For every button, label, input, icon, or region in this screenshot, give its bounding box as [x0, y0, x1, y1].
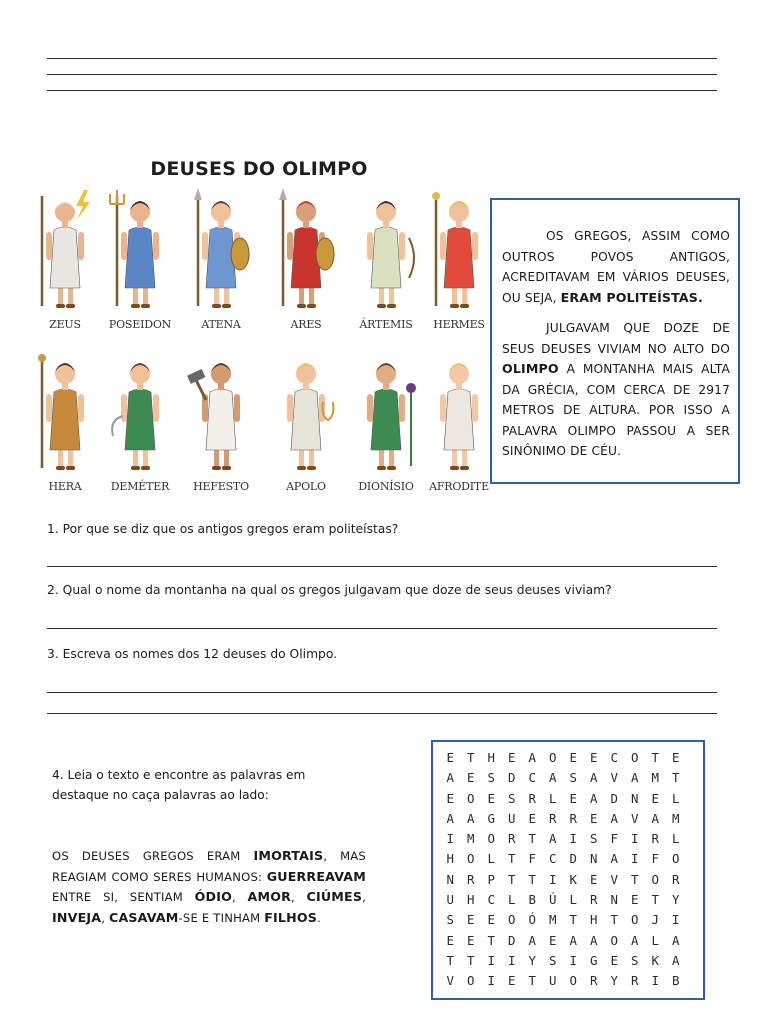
- word-search-letter[interactable]: I: [631, 831, 639, 847]
- word-search-letter[interactable]: I: [651, 973, 659, 989]
- word-search-letter[interactable]: A: [528, 750, 536, 765]
- word-search-letter[interactable]: L: [569, 892, 577, 908]
- word-search-letter[interactable]: R: [549, 810, 557, 826]
- word-search-letter[interactable]: L: [549, 790, 557, 806]
- word-search-letter[interactable]: I: [446, 831, 454, 847]
- word-search-letter[interactable]: E: [467, 770, 475, 786]
- word-search-letter[interactable]: E: [610, 952, 618, 968]
- info-p2-text-a: JULGAVAM QUE DOZE DE SEUS DEUSES VIVIAM NO ALTO DO: [502, 321, 730, 356]
- word-search-letter[interactable]: E: [651, 790, 659, 806]
- word-search-letter[interactable]: T: [446, 952, 454, 968]
- info-box: [490, 198, 740, 484]
- word-search-letter[interactable]: T: [672, 770, 680, 786]
- word-search-letter[interactable]: L: [651, 932, 659, 948]
- word-search-letter[interactable]: R: [590, 892, 598, 908]
- word-search-letter[interactable]: H: [487, 750, 495, 765]
- info-paragraph-2: [502, 318, 730, 462]
- word-search-letter[interactable]: E: [467, 932, 475, 948]
- god-figure-icon: [351, 188, 421, 316]
- word-search-letter[interactable]: T: [528, 973, 536, 989]
- word-search-letter[interactable]: E: [487, 790, 495, 806]
- word-search-letter[interactable]: T: [569, 912, 577, 928]
- word-search-letter[interactable]: O: [467, 790, 475, 806]
- question-4-text: [52, 846, 366, 928]
- word-search-letter[interactable]: A: [590, 932, 598, 948]
- god-figure: [105, 350, 175, 493]
- word-search-letter[interactable]: S: [549, 952, 557, 968]
- word-search-letter[interactable]: S: [631, 952, 639, 968]
- god-figure-icon: [186, 350, 256, 478]
- word-search-letter[interactable]: V: [446, 973, 454, 989]
- word-search-letter[interactable]: O: [467, 851, 475, 867]
- info-paragraph-1: [502, 226, 730, 308]
- word-search-letter[interactable]: S: [508, 790, 516, 806]
- word-search-letter[interactable]: I: [549, 871, 557, 887]
- word-search-letter[interactable]: S: [487, 770, 495, 786]
- word-search-letter[interactable]: E: [446, 790, 454, 806]
- q4-text-part: ,: [362, 890, 366, 904]
- word-search-letter[interactable]: Y: [528, 952, 536, 968]
- q4-text-part: OS DEUSES GREGOS ERAM: [52, 849, 254, 863]
- answer-line-3b[interactable]: [47, 713, 717, 714]
- word-search-letter[interactable]: T: [467, 952, 475, 968]
- word-search-letter[interactable]: Y: [672, 892, 680, 908]
- god-figure-icon: [351, 350, 421, 478]
- god-figure-icon: [186, 188, 256, 316]
- q4-text-part: .: [317, 910, 321, 925]
- word-search-letter[interactable]: T: [528, 831, 536, 847]
- word-search-letter[interactable]: N: [631, 790, 639, 806]
- god-figure: [186, 188, 256, 331]
- god-figure-icon: [271, 188, 341, 316]
- word-search-letter[interactable]: O: [631, 750, 639, 765]
- word-search-letter[interactable]: H: [467, 892, 475, 908]
- answer-line-3a[interactable]: [47, 692, 717, 693]
- word-search-row: [440, 789, 703, 809]
- word-search-letter[interactable]: N: [610, 892, 618, 908]
- word-search-row: [440, 748, 703, 768]
- god-name-label: POSEIDON: [108, 318, 172, 331]
- word-search-letter[interactable]: C: [487, 892, 495, 908]
- word-search-letter[interactable]: D: [508, 932, 516, 948]
- god-figure: [271, 188, 341, 331]
- word-search-letter[interactable]: A: [672, 952, 680, 968]
- word-search-letter[interactable]: R: [631, 973, 639, 989]
- word-search-letter[interactable]: T: [508, 871, 516, 887]
- word-search-letter[interactable]: F: [528, 851, 536, 867]
- word-search-row: [440, 829, 703, 849]
- god-name-label: AFRODITE: [429, 480, 489, 493]
- word-search-letter[interactable]: R: [590, 973, 598, 989]
- god-figure-icon: [424, 350, 494, 478]
- word-search-letter[interactable]: L: [672, 831, 680, 847]
- answer-line-2[interactable]: [47, 628, 717, 629]
- gods-title: DEUSES DO OLIMPO: [150, 158, 368, 180]
- word-search-letter[interactable]: A: [590, 770, 598, 786]
- word-search-letter[interactable]: E: [590, 750, 598, 765]
- word-search-letter[interactable]: A: [610, 810, 618, 826]
- god-name-label: HEFESTO: [193, 480, 249, 493]
- word-search-row: [440, 849, 703, 869]
- word-search-letter[interactable]: O: [569, 973, 577, 989]
- word-search-letter[interactable]: F: [651, 851, 659, 867]
- god-figure: [30, 188, 100, 331]
- god-figure: [271, 350, 341, 493]
- word-search-letter[interactable]: L: [487, 851, 495, 867]
- info-p1-highlight: ERAM POLITEÍSTAS.: [560, 289, 703, 305]
- god-figure: [30, 350, 100, 493]
- word-search-letter[interactable]: C: [528, 770, 536, 786]
- god-figure-icon: [271, 350, 341, 478]
- word-search-letter[interactable]: E: [508, 973, 516, 989]
- god-name-label: ZEUS: [49, 318, 81, 331]
- god-name-label: ATENA: [201, 318, 241, 331]
- q4-highlight-word: AMOR: [247, 889, 292, 904]
- word-search-letter[interactable]: T: [651, 750, 659, 765]
- word-search-letter[interactable]: J: [651, 912, 659, 928]
- word-search-letter[interactable]: S: [569, 770, 577, 786]
- info-p2-text-b: A MONTANHA MAIS ALTA DA GRÉCIA, COM CERCA DE 2917 METROS DE ALTURA. POR ISSO A PALAVRA OLIMPO PASSOU A SER SINÔNIMO DE CÉU.: [502, 362, 730, 458]
- word-search-letter[interactable]: D: [569, 851, 577, 867]
- word-search-row: [440, 809, 703, 829]
- q4-text-part: , MAS REAGIAM COMO SERES HUMANOS:: [52, 849, 366, 884]
- word-search-letter[interactable]: V: [610, 871, 618, 887]
- word-search-letter[interactable]: M: [651, 770, 659, 786]
- word-search-letter[interactable]: K: [651, 952, 659, 968]
- q4-text-part: -SE E TINHAM: [178, 910, 265, 925]
- word-search-letter[interactable]: Y: [610, 973, 618, 989]
- word-search-letter[interactable]: T: [631, 871, 639, 887]
- word-search-letter[interactable]: U: [508, 810, 516, 826]
- info-p1-text: OS GREGOS, ASSIM COMO OUTROS POVOS ANTIGOS, ACREDITAVAM EM VÁRIOS DEUSES, OU SEJA,: [502, 229, 730, 305]
- word-search-grid: [431, 740, 705, 1000]
- gods-illustration: [28, 150, 490, 502]
- question-2: 2. Qual o nome da montanha na qual os gregos julgavam que doze de seus deuses viviam?: [47, 583, 612, 597]
- word-search-letter[interactable]: B: [672, 973, 680, 989]
- word-search-letter[interactable]: N: [446, 871, 454, 887]
- god-name-label: DEMÉTER: [110, 480, 170, 493]
- q4-highlight-word: ÓDIO: [194, 889, 232, 904]
- word-search-letter[interactable]: T: [528, 871, 536, 887]
- word-search-letter[interactable]: E: [590, 810, 598, 826]
- word-search-letter[interactable]: T: [467, 750, 475, 765]
- word-search-letter[interactable]: T: [487, 932, 495, 948]
- god-name-label: DIONÍSIO: [358, 480, 414, 493]
- god-figure: [424, 188, 494, 331]
- word-search-row: [440, 870, 703, 890]
- word-search-letter[interactable]: I: [631, 851, 639, 867]
- word-search-letter[interactable]: O: [467, 973, 475, 989]
- god-name-label: ÁRTEMIS: [359, 318, 413, 331]
- word-search-letter[interactable]: C: [549, 851, 557, 867]
- word-search-letter[interactable]: O: [651, 871, 659, 887]
- word-search-letter[interactable]: R: [651, 831, 659, 847]
- word-search-letter[interactable]: A: [446, 810, 454, 826]
- question-1: 1. Por que se diz que os antigos gregos eram politeístas?: [47, 522, 399, 536]
- word-search-letter[interactable]: D: [508, 770, 516, 786]
- word-search-letter[interactable]: Ó: [528, 912, 536, 928]
- header-rule-1: [47, 58, 717, 59]
- god-name-label: APOLO: [286, 480, 326, 493]
- word-search-letter[interactable]: A: [631, 770, 639, 786]
- word-search-letter[interactable]: O: [508, 912, 516, 928]
- q4-text-part: ,: [101, 910, 109, 925]
- word-search-letter[interactable]: A: [610, 851, 618, 867]
- word-search-letter[interactable]: L: [508, 892, 516, 908]
- word-search-letter[interactable]: I: [487, 973, 495, 989]
- word-search-letter[interactable]: O: [672, 851, 680, 867]
- word-search-letter[interactable]: R: [528, 790, 536, 806]
- q4-highlight-word: GUERREAVAM: [266, 868, 366, 884]
- word-search-letter[interactable]: E: [487, 912, 495, 928]
- word-search-letter[interactable]: T: [508, 851, 516, 867]
- word-search-letter[interactable]: E: [446, 750, 454, 765]
- word-search-letter[interactable]: R: [672, 871, 680, 887]
- q4-highlight-word: FILHOS: [264, 909, 318, 925]
- word-search-letter[interactable]: A: [631, 932, 639, 948]
- god-figure: [351, 350, 421, 493]
- word-search-letter[interactable]: L: [672, 790, 680, 806]
- info-p2-highlight: OLIMPO: [502, 361, 559, 376]
- word-search-letter[interactable]: H: [590, 912, 598, 928]
- q4-highlight-word: CASAVAM: [109, 909, 179, 925]
- word-search-letter[interactable]: A: [590, 790, 598, 806]
- god-name-label: ARES: [290, 318, 322, 331]
- word-search-letter[interactable]: M: [672, 810, 680, 826]
- god-figure-icon: [105, 350, 175, 478]
- word-search-letter[interactable]: U: [446, 892, 454, 908]
- word-search-row: [440, 951, 703, 971]
- word-search-letter[interactable]: R: [569, 810, 577, 826]
- q4-highlight-word: INVEJA: [52, 909, 102, 925]
- word-search-letter[interactable]: E: [631, 892, 639, 908]
- word-search-letter[interactable]: R: [467, 871, 475, 887]
- word-search-row: [440, 768, 703, 788]
- word-search-letter[interactable]: R: [508, 831, 516, 847]
- word-search-letter[interactable]: E: [590, 871, 598, 887]
- question-3: 3. Escreva os nomes dos 12 deuses do Olimpo.: [47, 647, 338, 661]
- word-search-letter[interactable]: I: [569, 831, 577, 847]
- word-search-letter[interactable]: S: [590, 831, 598, 847]
- word-search-letter[interactable]: M: [549, 912, 557, 928]
- god-figure-icon: [105, 188, 175, 316]
- answer-line-1[interactable]: [47, 566, 717, 567]
- word-search-letter[interactable]: G: [590, 952, 598, 968]
- god-figure-icon: [424, 188, 494, 316]
- q4-text-part: ,: [232, 890, 248, 904]
- header-rule-3: [47, 90, 717, 91]
- word-search-letter[interactable]: E: [528, 810, 536, 826]
- word-search-letter[interactable]: O: [549, 750, 557, 765]
- word-search-letter[interactable]: A: [549, 831, 557, 847]
- header-rule-2: [47, 74, 717, 75]
- word-search-letter[interactable]: A: [549, 770, 557, 786]
- word-search-letter[interactable]: U: [549, 973, 557, 989]
- word-search-letter[interactable]: I: [569, 952, 577, 968]
- q4-highlight-word: IMORTAIS: [253, 848, 324, 863]
- god-figure: [105, 188, 175, 331]
- word-search-letter[interactable]: E: [672, 750, 680, 765]
- word-search-letter[interactable]: P: [487, 871, 495, 887]
- word-search-letter[interactable]: E: [446, 932, 454, 948]
- word-search-letter[interactable]: A: [446, 770, 454, 786]
- god-figure-icon: [30, 350, 100, 478]
- word-search-letter[interactable]: V: [610, 770, 618, 786]
- word-search-row: [440, 910, 703, 930]
- question-4: 4. Leia o texto e encontre as palavras em destaque no caça palavras ao lado:: [52, 768, 306, 802]
- word-search-letter[interactable]: A: [528, 932, 536, 948]
- word-search-letter[interactable]: A: [672, 932, 680, 948]
- word-search-letter[interactable]: E: [569, 790, 577, 806]
- word-search-letter[interactable]: B: [528, 892, 536, 908]
- word-search-letter[interactable]: F: [610, 831, 618, 847]
- word-search-letter[interactable]: O: [487, 831, 495, 847]
- god-figure-icon: [30, 188, 100, 316]
- word-search-row: [440, 890, 703, 910]
- word-search-letter[interactable]: I: [508, 952, 516, 968]
- word-search-letter[interactable]: S: [446, 912, 454, 928]
- word-search-letter[interactable]: E: [549, 932, 557, 948]
- word-search-letter[interactable]: N: [590, 851, 598, 867]
- q4-highlight-word: CIÚMES: [306, 889, 363, 904]
- word-search-letter[interactable]: E: [569, 750, 577, 765]
- word-search-letter[interactable]: T: [651, 892, 659, 908]
- q4-text-part: ,: [291, 890, 307, 904]
- god-figure: [424, 350, 494, 493]
- god-name-label: HERA: [48, 480, 82, 493]
- word-search-row: [440, 931, 703, 951]
- word-search-letter[interactable]: I: [487, 952, 495, 968]
- god-figure: [186, 350, 256, 493]
- word-search-letter[interactable]: D: [610, 790, 618, 806]
- word-search-letter[interactable]: A: [651, 810, 659, 826]
- god-figure: [351, 188, 421, 331]
- word-search-letter[interactable]: K: [569, 871, 577, 887]
- word-search-letter[interactable]: V: [631, 810, 639, 826]
- word-search-letter[interactable]: M: [467, 831, 475, 847]
- word-search-letter[interactable]: H: [446, 851, 454, 867]
- word-search-letter[interactable]: E: [467, 912, 475, 928]
- word-search-letter[interactable]: O: [631, 912, 639, 928]
- word-search-letter[interactable]: I: [672, 912, 680, 928]
- word-search-row: [440, 971, 703, 991]
- q4-text-part: ENTRE SI, SENTIAM: [52, 890, 195, 904]
- word-search-letter[interactable]: G: [487, 810, 495, 826]
- word-search-letter[interactable]: T: [610, 912, 618, 928]
- word-search-letter[interactable]: A: [467, 810, 475, 826]
- word-search-letter[interactable]: C: [610, 750, 618, 765]
- god-name-label: HERMES: [433, 318, 485, 331]
- word-search-letter[interactable]: E: [508, 750, 516, 765]
- word-search-letter[interactable]: A: [569, 932, 577, 948]
- word-search-letter[interactable]: Ú: [549, 892, 557, 908]
- word-search-letter[interactable]: O: [610, 932, 618, 948]
